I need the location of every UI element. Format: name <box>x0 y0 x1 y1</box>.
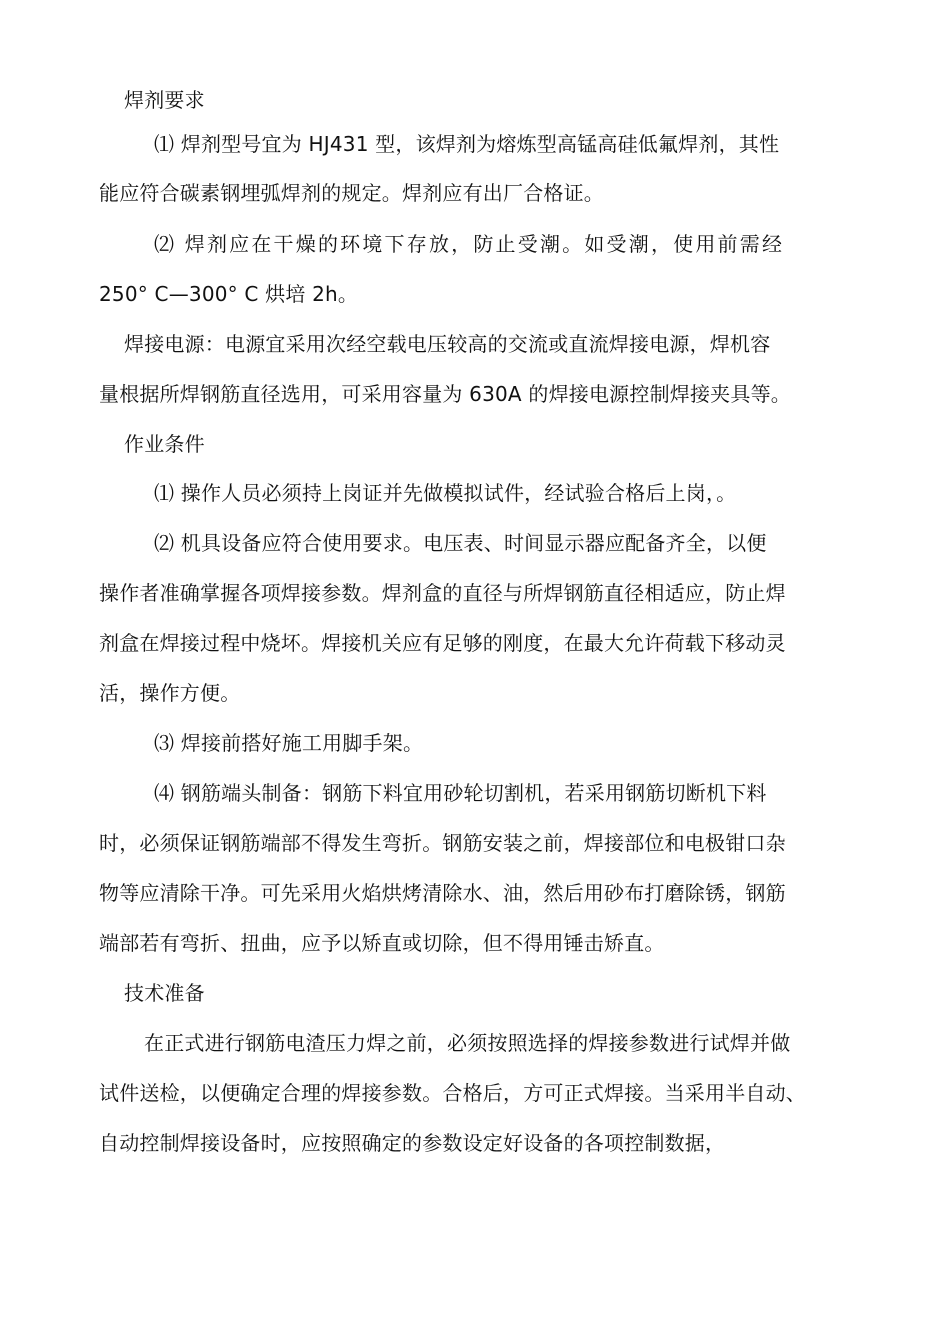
paragraph-line: 剂盒在焊接过程中烧坏。焊接机关应有足够的刚度，在最大允许荷载下移动灵 <box>99 631 786 655</box>
paragraph-line: ⑵ 焊剂应在干燥的环境下存放，防止受潮。如受潮，使用前需经 <box>154 232 785 256</box>
paragraph-line: 操作者准确掌握各项焊接参数。焊剂盒的直径与所焊钢筋直径相适应，防止焊 <box>99 581 786 605</box>
section-heading-technical-prep: 技术准备 <box>124 981 205 1005</box>
paragraph-line: ⑴ 操作人员必须持上岗证并先做模拟试件，经试验合格后上岗，。 <box>154 481 737 505</box>
paragraph-line: ⑶ 焊接前搭好施工用脚手架。 <box>154 731 424 755</box>
paragraph-line: 试件送检，以便确定合理的焊接参数。合格后，方可正式焊接。当采用半自动、 <box>99 1081 806 1105</box>
section-heading-flux: 焊剂要求 <box>124 88 205 112</box>
paragraph-line: ⑷ 钢筋端头制备：钢筋下料宜用砂轮切割机，若采用钢筋切断机下料 <box>154 781 767 805</box>
paragraph-line: 物等应清除干净。可先采用火焰烘烤清除水、油，然后用砂布打磨除锈，钢筋 <box>99 881 786 905</box>
paragraph-line: 自动控制焊接设备时，应按照确定的参数设定好设备的各项控制数据， <box>99 1131 726 1155</box>
paragraph-line: 250° C—300° C 烘培 2h。 <box>99 282 359 306</box>
paragraph-line: 能应符合碳素钢埋弧焊剂的规定。焊剂应有出厂合格证。 <box>99 181 604 205</box>
paragraph-line: 量根据所焊钢筋直径选用，可采用容量为 630A 的焊接电源控制焊接夹具等。 <box>99 382 791 406</box>
paragraph-line: 端部若有弯折、扭曲，应予以矫直或切除，但不得用锤击矫直。 <box>99 931 665 955</box>
section-heading-work-conditions: 作业条件 <box>124 432 205 456</box>
paragraph-line: ⑵ 机具设备应符合使用要求。电压表、时间显示器应配备齐全，以便 <box>154 531 767 555</box>
paragraph-line: 在正式进行钢筋电渣压力焊之前，必须按照选择的焊接参数进行试焊并做 <box>144 1031 791 1055</box>
paragraph-line: 时，必须保证钢筋端部不得发生弯折。钢筋安装之前，焊接部位和电极钳口杂 <box>99 831 786 855</box>
paragraph-line: ⑴ 焊剂型号宜为 HJ431 型，该焊剂为熔炼型高锰高硅低氟焊剂，其性 <box>154 132 780 156</box>
section-line-power-source: 焊接电源：电源宜采用次经空载电压较高的交流或直流焊接电源，焊机容 <box>124 332 771 356</box>
paragraph-line: 活，操作方便。 <box>99 681 241 705</box>
